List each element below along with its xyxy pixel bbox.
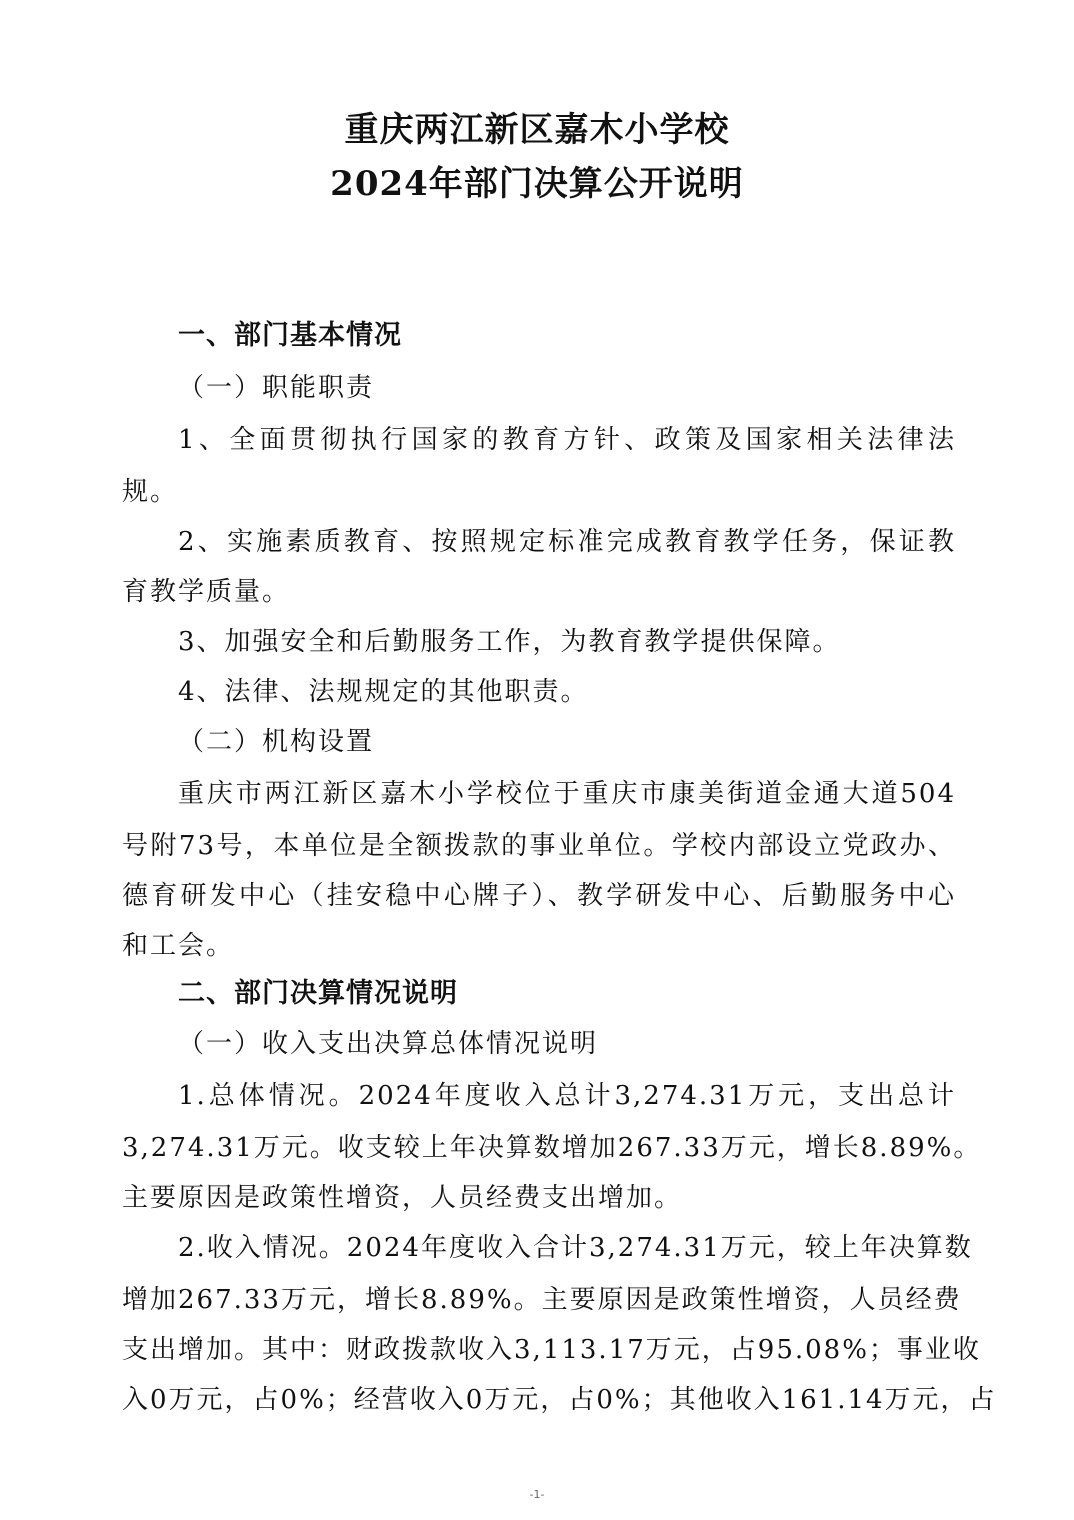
paragraph-line: 1.总体情况。2024年度收入总计3,274.31万元，支出总计: [178, 1081, 956, 1111]
paragraph-line: 增加267.33万元，增长8.89%。主要原因是政策性增资，人员经费: [122, 1285, 962, 1315]
subsection-heading: （一）收入支出决算总体情况说明: [178, 1029, 599, 1059]
subsection-heading: （一）职能职责: [178, 373, 375, 403]
subsection-heading: （二）机构设置: [178, 727, 375, 757]
paragraph-line: 德育研发中心（挂安稳中心牌子）、教学研发中心、后勤服务中心: [122, 881, 956, 911]
paragraph-line: 育教学质量。: [122, 577, 291, 607]
paragraph-line: 主要原因是政策性增资，人员经费支出增加。: [122, 1183, 683, 1213]
document-title-line-2: 2024年部门决算公开说明: [330, 164, 744, 204]
paragraph-line: 和工会。: [122, 931, 235, 961]
paragraph-line: 4、法律、法规规定的其他职责。: [178, 677, 589, 707]
paragraph-line: 规。: [122, 477, 179, 507]
paragraph-line: 2.收入情况。2024年度收入合计3,274.31万元，较上年决算数: [178, 1233, 973, 1263]
section-heading-1: 一、部门基本情况: [178, 320, 402, 351]
paragraph-line: 重庆市两江新区嘉木小学校位于重庆市康美街道金通大道504: [178, 779, 956, 809]
paragraph-line: 号附73号，本单位是全额拨款的事业单位。学校内部设立党政办、: [122, 831, 956, 861]
page-number: -1-: [529, 1488, 545, 1501]
paragraph-line: 3,274.31万元。收支较上年决算数增加267.33万元，增长8.89%。: [122, 1133, 982, 1163]
paragraph-line: 入0万元，占0%；经营收入0万元，占0%；其他收入161.14万元，占: [122, 1385, 997, 1415]
document-title-line-1: 重庆两江新区嘉木小学校: [344, 110, 730, 150]
paragraph-line: 3、加强安全和后勤服务工作，为教育教学提供保障。: [178, 627, 841, 657]
section-heading-2: 二、部门决算情况说明: [178, 978, 458, 1009]
paragraph-line: 1、全面贯彻执行国家的教育方针、政策及国家相关法律法: [178, 425, 956, 455]
paragraph-line: 支出增加。其中：财政拨款收入3,113.17万元，占95.08%；事业收: [122, 1335, 981, 1365]
paragraph-line: 2、实施素质教育、按照规定标准完成教育教学任务，保证教: [178, 527, 956, 557]
